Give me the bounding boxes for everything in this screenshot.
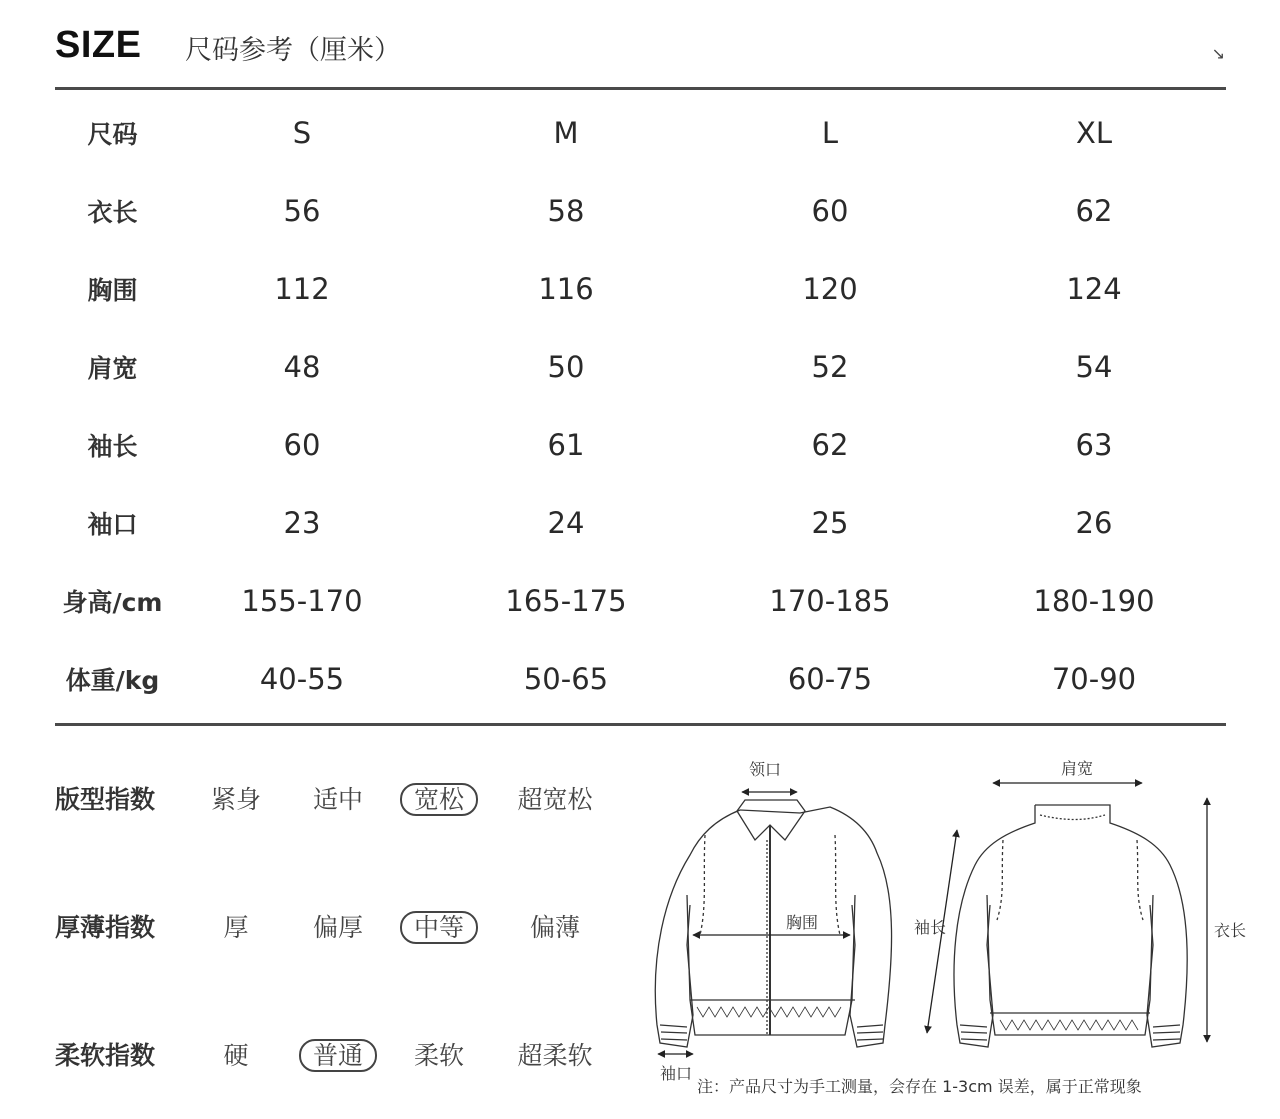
front-jacket-drawing xyxy=(655,800,891,1047)
size-table xyxy=(55,94,1226,718)
arrow-down-right-icon: ↘ xyxy=(1211,44,1225,63)
table-cell: 124 xyxy=(1066,272,1122,306)
fit-index-row xyxy=(55,780,615,820)
table-header-cell: 尺码 xyxy=(87,120,138,149)
table-cell: 26 xyxy=(1075,506,1113,540)
table-cell: 165-175 xyxy=(505,584,627,618)
table-cell: 40-55 xyxy=(259,662,345,696)
table-header-cell: XL xyxy=(1075,116,1113,150)
table-header-cell: S xyxy=(292,116,312,150)
table-cell: 52 xyxy=(811,350,849,384)
table-row-label: 肩宽 xyxy=(87,354,138,383)
fit-index-label: 版型指数 xyxy=(55,785,156,814)
table-cell: 61 xyxy=(547,428,585,462)
cuff-label: 袖口 xyxy=(659,1064,693,1083)
table-cell: 60 xyxy=(283,428,321,462)
table-cell: 112 xyxy=(274,272,330,306)
thickness-option-selected: 中等 xyxy=(396,908,482,948)
fit-option-selected: 宽松 xyxy=(396,780,482,820)
table-cell: 25 xyxy=(811,506,849,540)
softness-index-row xyxy=(55,1036,615,1076)
table-cell: 120 xyxy=(802,272,858,306)
chest-label: 胸围 xyxy=(785,913,819,932)
table-cell: 62 xyxy=(1075,194,1113,228)
top-divider xyxy=(55,87,1226,90)
table-cell: 116 xyxy=(538,272,594,306)
softness-option: 硬 xyxy=(223,1041,249,1070)
fit-option: 适中 xyxy=(312,785,363,814)
softness-option-selected: 普通 xyxy=(295,1036,381,1076)
table-row xyxy=(55,172,1226,250)
table-row xyxy=(55,328,1226,406)
table-row-label: 身高/cm xyxy=(62,588,163,617)
table-cell: 63 xyxy=(1075,428,1113,462)
softness-option: 超柔软 xyxy=(517,1041,593,1070)
table-row-label: 袖长 xyxy=(87,432,138,461)
table-cell: 155-170 xyxy=(241,584,363,618)
thickness-option: 偏薄 xyxy=(529,913,580,942)
table-cell: 180-190 xyxy=(1033,584,1155,618)
table-cell: 24 xyxy=(547,506,585,540)
table-header-cell: L xyxy=(821,116,839,150)
bottom-divider xyxy=(55,723,1226,726)
measurement-note: 注：产品尺寸为手工测量，会存在 1-3cm 误差，属于正常现象 xyxy=(697,1077,1142,1096)
table-cell: 50 xyxy=(547,350,585,384)
table-row xyxy=(55,250,1226,328)
table-cell: 58 xyxy=(547,194,585,228)
table-header-cell: M xyxy=(553,116,579,150)
softness-option: 柔软 xyxy=(413,1041,464,1070)
thickness-index-row xyxy=(55,908,615,948)
page-title: 尺码参考（厘米） xyxy=(185,35,401,66)
collar-label: 领口 xyxy=(748,760,782,779)
table-cell: 60 xyxy=(811,194,849,228)
thickness-index-label: 厚薄指数 xyxy=(55,913,156,942)
garment-measurement-diagram xyxy=(645,745,1260,1090)
table-cell: 170-185 xyxy=(769,584,891,618)
table-row xyxy=(55,640,1226,718)
thickness-option: 厚 xyxy=(223,913,249,942)
table-cell: 54 xyxy=(1075,350,1113,384)
table-cell: 62 xyxy=(811,428,849,462)
table-cell: 56 xyxy=(283,194,321,228)
table-row-label: 袖口 xyxy=(87,510,138,539)
table-row-label: 胸围 xyxy=(87,276,138,305)
shoulder-label: 肩宽 xyxy=(1060,759,1094,778)
fit-option: 超宽松 xyxy=(517,785,593,814)
back-jacket-drawing xyxy=(954,805,1187,1047)
table-cell: 70-90 xyxy=(1051,662,1137,696)
table-cell: 23 xyxy=(283,506,321,540)
table-row-label: 衣长 xyxy=(87,198,138,227)
thickness-option: 偏厚 xyxy=(312,913,363,942)
table-row xyxy=(55,562,1226,640)
size-heading: SIZE xyxy=(55,24,142,66)
body-length-label: 衣长 xyxy=(1213,921,1247,940)
header xyxy=(55,22,1225,72)
table-header-row xyxy=(55,94,1226,172)
table-cell: 48 xyxy=(283,350,321,384)
table-row xyxy=(55,484,1226,562)
sleeve-length-label: 袖长 xyxy=(913,918,947,937)
table-cell: 60-75 xyxy=(787,662,873,696)
softness-index-label: 柔软指数 xyxy=(55,1041,156,1070)
table-row-label: 体重/kg xyxy=(65,666,160,695)
table-cell: 50-65 xyxy=(523,662,609,696)
fit-option: 紧身 xyxy=(210,785,261,814)
table-row xyxy=(55,406,1226,484)
